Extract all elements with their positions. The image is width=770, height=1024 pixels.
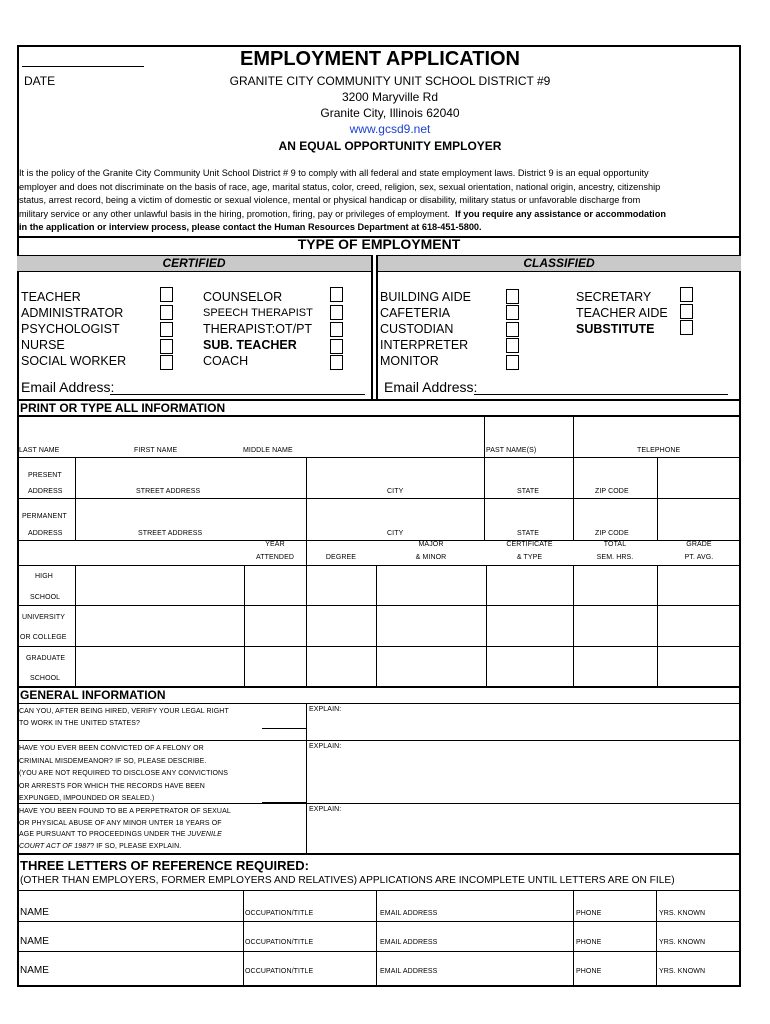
option-coach: COACH — [203, 354, 249, 368]
option-teacher-aide: TEACHER AIDE — [576, 306, 668, 320]
answer-line-legal-right[interactable] — [262, 728, 306, 729]
divider — [17, 415, 741, 417]
checkbox-administrator[interactable] — [160, 305, 173, 320]
grid-line — [484, 457, 485, 541]
grid-line — [17, 740, 741, 741]
certificate-label: CERTIFICATE — [506, 541, 553, 548]
year-label: YEAR — [265, 541, 285, 548]
explain-label: EXPLAIN: — [309, 743, 342, 750]
certified-left-list — [21, 289, 126, 369]
email-field-classified[interactable] — [474, 394, 728, 395]
district-street: 3200 Maryville Rd — [341, 90, 439, 104]
question-italic: JUVENILE — [187, 831, 222, 838]
grid-line — [17, 457, 741, 458]
last-name-label: LAST NAME — [19, 447, 60, 454]
present-city-label: CITY — [387, 488, 404, 495]
question-line: OR ARRESTS FOR WHICH THE RECORDS HAVE BEEN — [19, 782, 205, 790]
grid-line — [75, 457, 76, 541]
page-title: EMPLOYMENT APPLICATION — [240, 48, 520, 70]
checkbox-psychologist[interactable] — [160, 322, 173, 337]
checkbox-counselor[interactable] — [330, 287, 343, 302]
option-speech-therapist: SPEECH THERAPIST — [203, 307, 313, 319]
option-social-worker: SOCIAL WORKER — [21, 354, 127, 368]
district-city: Granite City, Illinois 62040 — [320, 106, 460, 120]
references-heading: THREE LETTERS OF REFERENCE REQUIRED: — [20, 858, 309, 873]
grid-line — [484, 416, 485, 457]
date-label: DATE — [24, 74, 56, 88]
ref-yrs-label: YRS. KNOWN — [659, 939, 706, 946]
type-divider — [376, 255, 378, 400]
ref-name-label: NAME — [20, 907, 49, 918]
question-line — [19, 829, 231, 841]
attended-label: ATTENDED — [255, 554, 294, 561]
info-heading: PRINT OR TYPE ALL INFORMATION — [20, 401, 226, 415]
grid-line — [657, 457, 658, 541]
grid-line — [656, 890, 657, 986]
district-website[interactable]: www.gcsd9.net — [349, 122, 431, 136]
question-italic: COURT ACT OF 1987 — [19, 842, 91, 850]
ref-yrs-label: YRS. KNOWN — [659, 910, 706, 917]
high-label: HIGH — [35, 573, 53, 580]
option-monitor: MONITOR — [380, 354, 439, 368]
question-legal-right — [19, 706, 229, 730]
option-teacher: TEACHER — [21, 290, 81, 304]
ref-email-label: EMAIL ADDRESS — [380, 939, 438, 946]
checkbox-cafeteria[interactable] — [506, 305, 519, 320]
option-psychologist: PSYCHOLOGIST — [21, 322, 120, 336]
option-secretary: SECRETARY — [576, 290, 652, 304]
checkbox-nurse[interactable] — [160, 339, 173, 354]
ref-phone-label: PHONE — [576, 939, 602, 946]
grid-line — [376, 565, 377, 687]
question-line: HAVE YOU EVER BEEN CONVICTED OF A FELONY OR — [19, 745, 204, 752]
grid-line — [17, 921, 741, 922]
option-administrator: ADMINISTRATOR — [21, 306, 124, 320]
checkbox-building-aide[interactable] — [506, 289, 519, 304]
checkbox-custodian[interactable] — [506, 322, 519, 337]
classified-left-list — [380, 289, 471, 369]
ref-occupation-label: OCCUPATION/TITLE — [245, 939, 314, 946]
present-zip-label: ZIP CODE — [595, 488, 629, 495]
certified-heading: CERTIFIED — [162, 256, 226, 270]
question-line: (YOU ARE NOT REQUIRED TO DISCLOSE ANY CONVICTIONS — [19, 770, 228, 777]
present-label: PRESENT — [28, 472, 62, 479]
sem-hrs-label: SEM. HRS. — [596, 554, 634, 561]
ref-email-label: EMAIL ADDRESS — [380, 968, 438, 975]
email-label-certified: Email Address: — [21, 379, 115, 395]
question-line: EXPUNGED, IMPOUNDED OR SEALED.) — [19, 795, 155, 802]
grid-line — [573, 416, 574, 457]
ref-name-label: NAME — [20, 965, 49, 976]
grid-line — [573, 565, 574, 687]
divider — [17, 853, 741, 855]
grid-line — [573, 457, 574, 541]
grid-line — [376, 890, 377, 986]
graduate-label: GRADUATE — [26, 655, 66, 662]
policy-line-b: If you require any assistance or accommodation — [455, 208, 666, 219]
general-heading: GENERAL INFORMATION — [20, 688, 166, 702]
references-subheading: (OTHER THAN EMPLOYERS, FORMER EMPLOYERS AND RELATIVES) APPLICATIONS ARE INCOMPLETE UNTIL LETTERS ARE ON FILE) — [20, 875, 675, 886]
first-name-label: FIRST NAME — [134, 447, 178, 454]
permanent-street-label: STREET ADDRESS — [138, 530, 203, 537]
graduate-school-label: SCHOOL — [30, 675, 61, 682]
grid-line — [657, 565, 658, 687]
question-line: TO WORK IN THE UNITED STATES? — [19, 720, 141, 727]
degree-label: DEGREE — [325, 554, 357, 561]
ref-phone-label: PHONE — [576, 910, 602, 917]
policy-line: in the application or interview process, please contact the Human Resources Department at 618-451-5800. — [19, 222, 482, 232]
checkbox-monitor[interactable] — [506, 355, 519, 370]
option-therapist-ot-pt: THERAPIST:OT/PT — [203, 322, 313, 336]
grid-line — [486, 565, 487, 687]
ref-name-label: NAME — [20, 936, 49, 947]
ref-phone-label: PHONE — [576, 968, 602, 975]
email-field-certified[interactable] — [110, 394, 365, 395]
checkbox-teacher-aide[interactable] — [680, 304, 693, 319]
permanent-label: PERMANENT — [22, 513, 67, 520]
grid-line — [17, 565, 741, 566]
question-text: ? IF SO, PLEASE EXPLAIN. — [90, 842, 182, 850]
eoe-statement: AN EQUAL OPPORTUNITY EMPLOYER — [278, 139, 502, 153]
classified-heading: CLASSIFIED — [523, 256, 595, 270]
checkbox-coach[interactable] — [330, 355, 343, 370]
ref-yrs-label: YRS. KNOWN — [659, 968, 706, 975]
pt-avg-label: PT. AVG. — [684, 554, 714, 561]
explain-label: EXPLAIN: — [309, 806, 342, 813]
option-nurse: NURSE — [21, 338, 65, 352]
permanent-address-label: ADDRESS — [28, 530, 63, 537]
checkbox-teacher[interactable] — [160, 287, 173, 302]
policy-line: status, arrest record, being a victim of domestic or sexual violence, mental or physical handicap or disability, military status or unfavorable discharge from — [19, 195, 641, 205]
checkbox-secretary[interactable] — [680, 287, 693, 302]
ref-email-label: EMAIL ADDRESS — [380, 910, 438, 917]
certified-right-list — [203, 289, 313, 369]
policy-line: It is the policy of the Granite City Community Unit School District # 9 to comply with all federal and state employment laws. District 9 is an equal opportunity — [19, 168, 649, 178]
grid-line — [17, 646, 741, 647]
checkbox-substitute[interactable] — [680, 320, 693, 335]
question-line: CRIMINAL MISDEMEANOR? IF SO, PLEASE DESCRIBE. — [19, 757, 207, 765]
grid-line — [573, 890, 574, 986]
explain-label: EXPLAIN: — [309, 706, 342, 713]
middle-name-label: MIDDLE NAME — [243, 447, 293, 454]
permanent-state-label: STATE — [517, 530, 540, 537]
classified-right-list — [576, 289, 668, 337]
option-sub-teacher: SUB. TEACHER — [203, 338, 297, 352]
permanent-zip-label: ZIP CODE — [595, 530, 629, 537]
university-label: UNIVERSITY — [22, 614, 66, 621]
policy-line: employer and does not discriminate on the basis of race, age, marital status, color, creed, religion, sex, sexual orientation, national origin, ancestry, citizenship — [19, 181, 661, 192]
grid-line — [306, 703, 307, 854]
type-label: & TYPE — [516, 554, 543, 561]
policy-line — [19, 208, 741, 222]
ref-occupation-label: OCCUPATION/TITLE — [245, 910, 314, 917]
present-address-label: ADDRESS — [28, 488, 63, 495]
telephone-label: TELEPHONE — [637, 447, 681, 454]
policy-line-a: military service or any other unlawful basis in the hiring, promotion, firing, pay or privileges of employment. — [19, 208, 450, 219]
grid-line — [17, 803, 741, 804]
checkbox-speech-therapist[interactable] — [330, 305, 343, 320]
policy-text — [19, 167, 741, 235]
option-custodian: CUSTODIAN — [380, 322, 454, 336]
question-line: OR PHYSICAL ABUSE OF ANY MINOR UNTER 18 YEARS OF — [19, 819, 222, 827]
grid-line — [17, 951, 741, 952]
past-names-label: PAST NAME(S) — [486, 447, 537, 454]
question-text: AGE PURSUANT TO PROCEEDINGS UNDER THE — [19, 831, 188, 838]
employment-type-heading: TYPE OF EMPLOYMENT — [297, 236, 461, 252]
high-school-label: SCHOOL — [30, 594, 61, 601]
email-label-classified: Email Address: — [384, 379, 478, 395]
grid-line — [17, 703, 741, 704]
grid-line — [17, 498, 741, 499]
checkbox-sub-teacher[interactable] — [330, 339, 343, 354]
option-substitute: SUBSTITUTE — [576, 322, 655, 336]
total-label: TOTAL — [603, 541, 627, 548]
question-line: HAVE YOU BEEN FOUND TO BE A PERPETRATOR OF SEXUAL — [19, 808, 231, 815]
question-line — [19, 841, 231, 853]
or-college-label: OR COLLEGE — [20, 634, 67, 641]
question-felony — [19, 743, 228, 806]
grid-line — [244, 565, 245, 687]
grid-line — [243, 890, 244, 986]
option-counselor: COUNSELOR — [203, 290, 283, 304]
minor-label: & MINOR — [415, 554, 447, 561]
district-name: GRANITE CITY COMMUNITY UNIT SCHOOL DISTRICT #9 — [229, 74, 551, 88]
checkbox-social-worker[interactable] — [160, 355, 173, 370]
type-divider — [371, 255, 373, 400]
present-street-label: STREET ADDRESS — [136, 488, 201, 495]
present-state-label: STATE — [517, 488, 540, 495]
question-abuse — [19, 806, 231, 852]
checkbox-therapist-ot-pt[interactable] — [330, 322, 343, 337]
option-building-aide: BUILDING AIDE — [380, 290, 471, 304]
option-cafeteria: CAFETERIA — [380, 306, 451, 320]
ref-occupation-label: OCCUPATION/TITLE — [245, 968, 314, 975]
grid-line — [75, 565, 76, 687]
grid-line — [17, 890, 741, 891]
option-interpreter: INTERPRETER — [380, 338, 469, 352]
grid-line — [17, 605, 741, 606]
grid-line — [306, 565, 307, 687]
checkbox-interpreter[interactable] — [506, 338, 519, 353]
major-label: MAJOR — [418, 541, 444, 548]
grade-label: GRADE — [686, 541, 712, 548]
permanent-city-label: CITY — [387, 530, 404, 537]
question-line: CAN YOU, AFTER BEING HIRED, VERIFY YOUR LEGAL RIGHT — [19, 708, 229, 715]
